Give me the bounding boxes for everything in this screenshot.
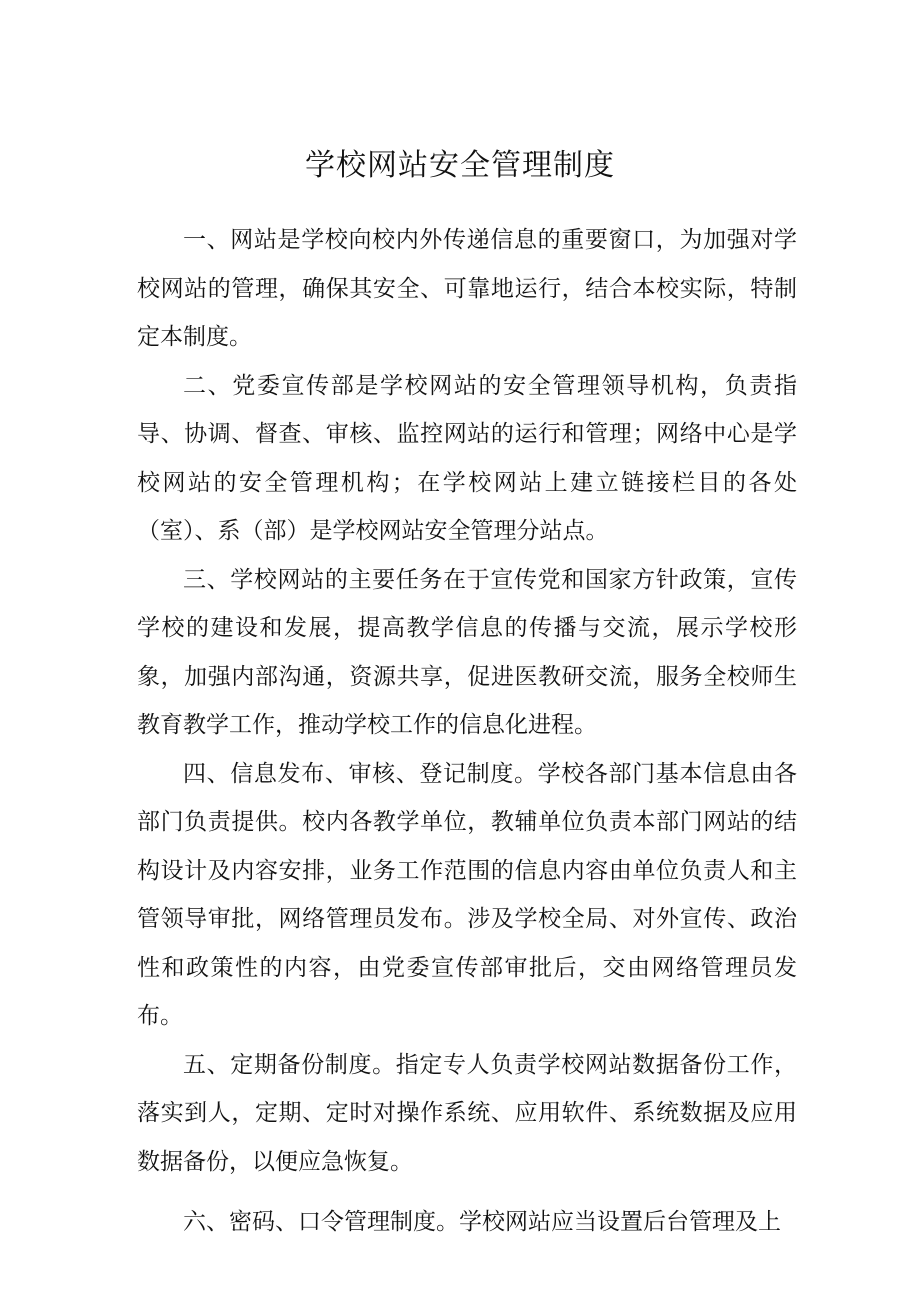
paragraph-3: 三、学校网站的主要任务在于宣传党和国家方针政策，宣传学校的建设和发展，提高教学信息的传播与交流，展示学校形象，加强内部沟通，资源共享，促进医教研交流，服务全校师生教育教学工作，推动学校工作的信息化进程。 — [137, 566, 797, 738]
paragraph-5: 五、定期备份制度。指定专人负责学校网站数据备份工作，落实到人，定期、定时对操作系统、应用软件、系统数据及应用数据备份，以便应急恢复。 — [137, 1051, 797, 1175]
page-title: 学校网站安全管理制度 — [305, 148, 615, 183]
paragraph-1: 一、网站是学校向校内外传递信息的重要窗口，为加强对学校网站的管理，确保其安全、可靠地运行，结合本校实际，特制定本制度。 — [137, 227, 797, 350]
paragraph-6: 六、密码、口令管理制度。学校网站应当设置后台管理及上 — [183, 1209, 781, 1235]
paragraph-2: 二、党委宣传部是学校网站的安全管理领导机构，负责指导、协调、督查、审核、监控网站的运行和管理；网络中心是学校网站的安全管理机构；在学校网站上建立链接栏目的各处（室）、系（部）是学校网站安全管理分站点。 — [137, 372, 797, 544]
document-body — [137, 216, 797, 1247]
paragraph-4: 四、信息发布、审核、登记制度。学校各部门基本信息由各部门负责提供。校内各教学单位，教辅单位负责本部门网站的结构设计及内容安排，业务工作范围的信息内容由单位负责人和主管领导审批，网络管理员发布。涉及学校全局、对外宣传、政治性和政策性的内容，由党委宣传部审批后，交由网络管理员发布。 — [137, 760, 797, 1029]
